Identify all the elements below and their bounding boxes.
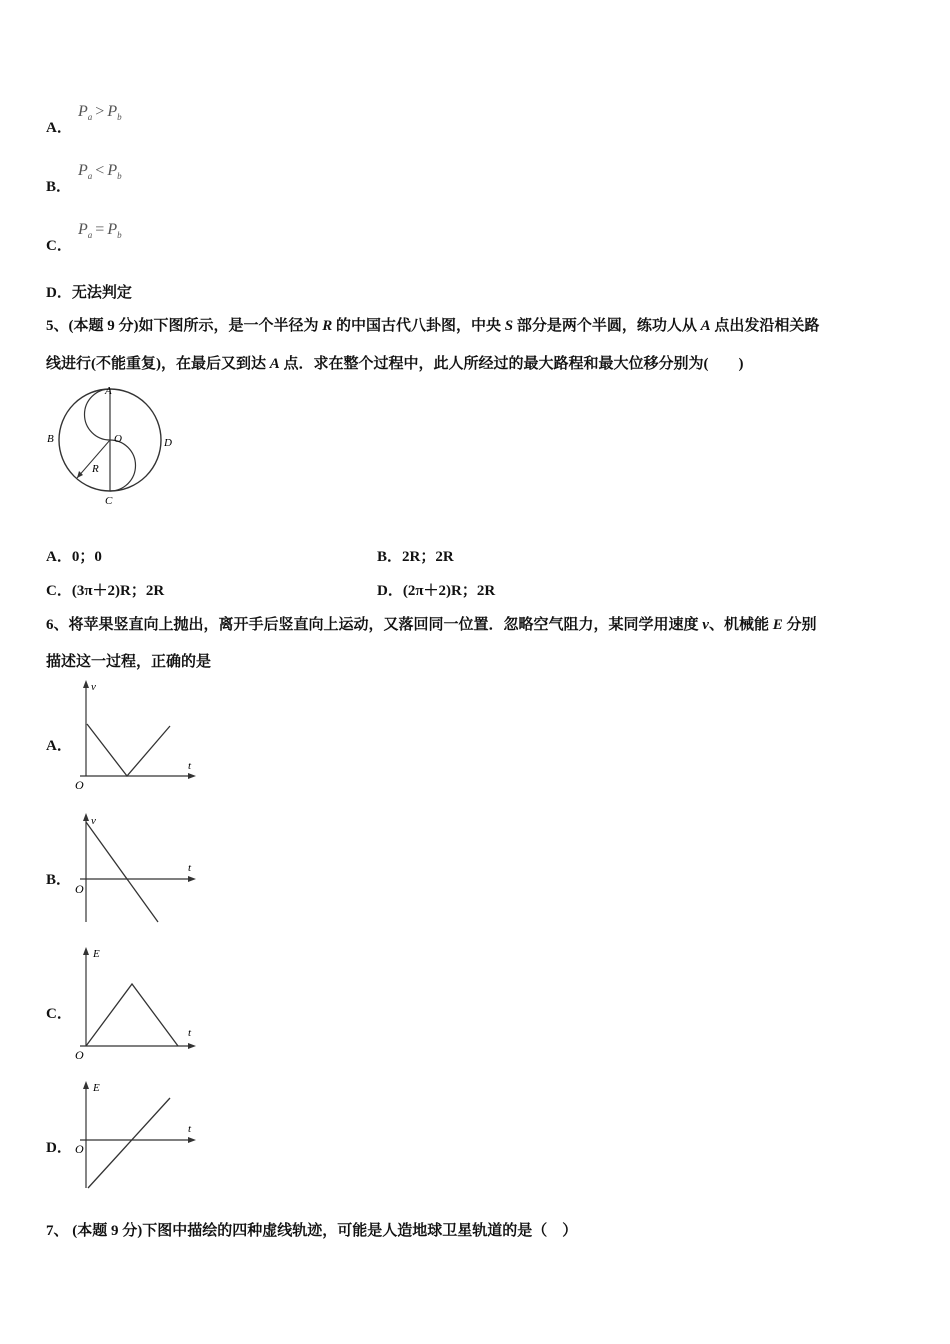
q6-option-d-label: D． [46,1140,72,1156]
graph-c-y-label: E [93,948,100,960]
graph-a-curve [87,724,170,776]
q7-question: 7、 (本题 9 分)下图中描绘的四种虚线轨迹，可能是人造地球卫星轨道的是（ ） [46,1223,578,1239]
graph-d-y-label: E [93,1082,100,1094]
label-D: D [164,437,172,449]
graph-b-x-arrow [188,876,196,882]
graph-d-curve [88,1098,170,1188]
label-O: O [114,433,122,445]
q4-option-a-formula: $P_a > P_b$ [78,103,122,123]
q4-option-a-label: A． [46,120,72,136]
q6-graph-a [72,676,202,794]
q6-question-line2: 描述这一过程，正确的是 [46,654,212,670]
graph-d-y-arrow [83,1081,89,1089]
q5-option-a: A．0；0 [46,549,102,565]
graph-a-x-arrow [188,773,196,779]
q5-question-line1: 5、(本题 9 分)如下图所示，是一个半径为 R 的中国古代八卦图，中央 S 部分是两个半圆，练功人从 A 点出发沿相关路 [46,318,820,334]
q5-bagua-figure [44,382,184,510]
graph-b-y-label: v [91,815,96,827]
graph-a-origin: O [75,778,84,792]
graph-c-x-label: t [188,1027,192,1039]
q4-option-b-formula: $P_a < P_b$ [78,162,122,182]
graph-b-curve [86,822,158,922]
q4-option-c-formula: $P_a = P_b$ [78,221,122,241]
graph-c-y-arrow [83,947,89,955]
graph-b-y-arrow [83,813,89,821]
q4-option-c-label: C． [46,238,72,254]
q6-option-a-label: A． [46,738,72,754]
q4-option-b-label: B． [46,179,72,195]
label-B: B [47,433,54,445]
q5-option-b: B．2R；2R [377,549,454,565]
q6-graph-d [72,1076,202,1194]
graph-a-y-label: v [91,681,96,693]
graph-a-x-label: t [188,760,192,772]
q6-graph-b [72,808,202,928]
graph-d-x-arrow [188,1137,196,1143]
graph-a-y-arrow [83,680,89,688]
graph-c-curve [86,984,178,1046]
q6-option-b-label: B． [46,872,72,888]
q6-question-line1: 6、将苹果竖直向上抛出，离开手后竖直向上运动，又落回同一位置．忽略空气阻力，某同学用速度 v、机械能 E 分别 [46,617,817,633]
label-C: C [105,495,113,507]
graph-d-x-label: t [188,1123,192,1135]
graph-b-x-label: t [188,862,192,874]
q4-option-d: D．无法判定 [46,285,132,301]
label-A: A [105,385,112,397]
q6-option-c-label: C． [46,1006,72,1022]
q5-option-d: D．(2π＋2)R；2R [377,583,496,599]
q5-option-c: C．(3π＋2)R；2R [46,583,165,599]
label-R: R [92,463,99,475]
graph-b-origin: O [75,882,84,896]
q6-graph-c [72,942,202,1062]
bagua-lower-semicircle [110,440,136,491]
graph-d-origin: O [75,1142,84,1156]
q5-question-line2: 线进行(不能重复)，在最后又到达 A 点．求在整个过程中，此人所经过的最大路程和最大位移分别为( ) [46,356,744,372]
graph-c-x-arrow [188,1043,196,1049]
graph-c-origin: O [75,1048,84,1062]
